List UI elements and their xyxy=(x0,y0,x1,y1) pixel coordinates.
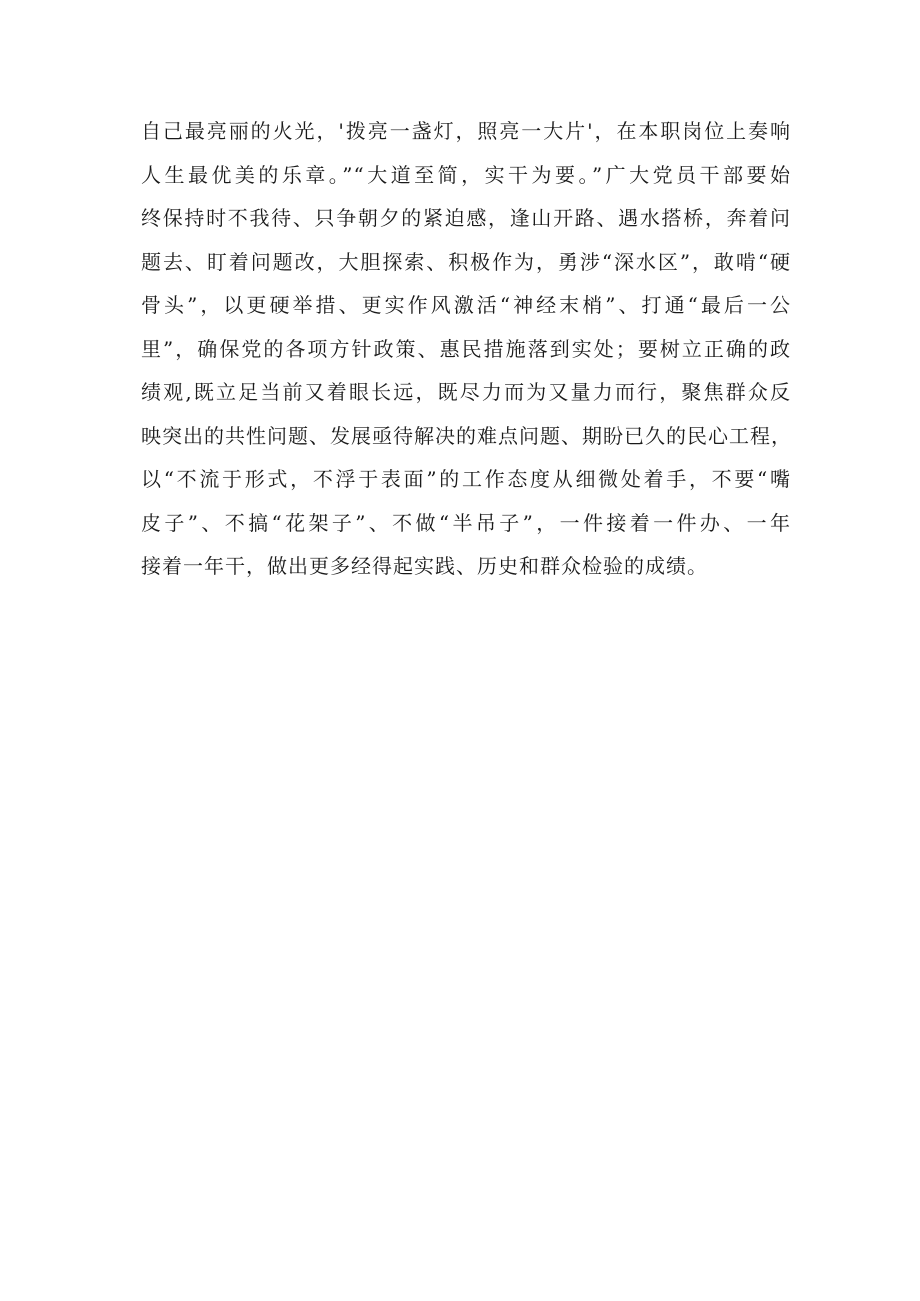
paragraph-line: 里”，确保党的各项方针政策、惠民措施落到实处；要树立正确的政 xyxy=(141,336,791,361)
paragraph-line: 以“不流于形式，不浮于表面”的工作态度从细微处着手，不要“嘴 xyxy=(141,467,791,491)
paragraph-line: 骨头”，以更硬举措、更实作风激活“神经末梢”、打通“最后一公 xyxy=(141,293,791,317)
paragraph-line: 终保持时不我待、只争朝夕的紧迫感，逢山开路、遇水搭桥，奔着问 xyxy=(141,206,791,230)
paragraph-line: 绩观,既立足当前又着眼长远，既尽力而为又量力而行，聚焦群众反 xyxy=(141,380,791,404)
paragraph-line: 接着一年干，做出更多经得起实践、历史和群众检验的成绩。 xyxy=(141,554,708,578)
paragraph-line: 人生最优美的乐章。”“大道至简，实干为要。”广大党员干部要始 xyxy=(141,162,791,187)
paragraph-line: 题去、盯着问题改，大胆探索、积极作为，勇涉“深水区”，敢啃“硬 xyxy=(141,249,791,274)
paragraph-line: 映突出的共性问题、发展亟待解决的难点问题、期盼已久的民心工程， xyxy=(141,423,792,448)
body-paragraph xyxy=(141,110,791,589)
paragraph-line: 皮子”、不搞“花架子”、不做“半吊子”，一件接着一件办、一年 xyxy=(141,510,791,535)
paragraph-line: 自己最亮丽的火光，'拨亮一盏灯，照亮一大片'，在本职岗位上奏响 xyxy=(141,119,791,143)
